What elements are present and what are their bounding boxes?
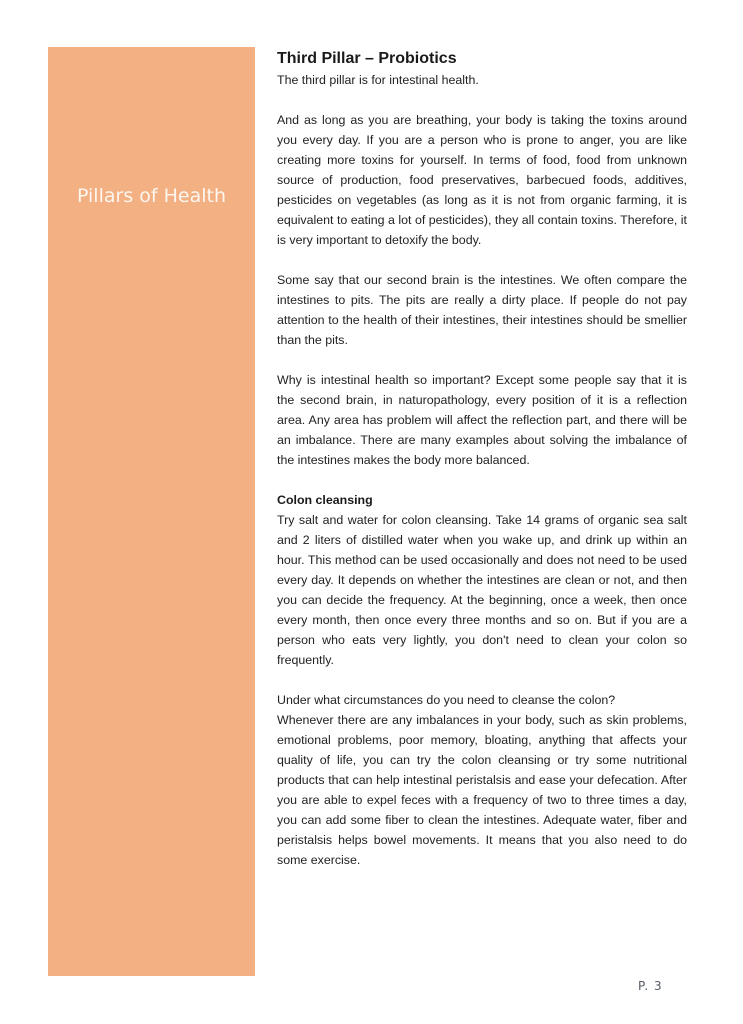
paragraph-importance: Why is intestinal health so important? Except some people say that it is the second brain, in naturopathology, every position of it is a reflection area. Any area has problem will affect the reflection part, and there will be an imbalance. There are many examples about solving the imbalance of the intestines makes the body more balanced.	[277, 373, 687, 467]
paragraph-second-brain: Some say that our second brain is the intestines. We often compare the intestines to pits. The pits are really a dirty place. If people do not pay attention to the health of their intestines, their intestines should be smellier than the pits.	[277, 273, 687, 347]
paragraph-colon-cleansing: Try salt and water for colon cleansing. Take 14 grams of organic sea salt and 2 liters of distilled water when you wake up, and drink up within an hour. This method can be used occasionally and does not need to be used every day. It depends on whether the intestines are clean or not, and then you can decide the frequency. At the beginning, once a week, then once every month, then once every three months and so on. But if you are a person who eats very lightly, you don't need to clean your colon so frequently.	[277, 513, 687, 667]
intro-text: The third pillar is for intestinal health.	[277, 73, 479, 87]
sidebar-banner	[48, 47, 255, 976]
paragraph-answer: Whenever there are any imbalances in your body, such as skin problems, emotional problems, poor memory, bloating, anything that affects your quality of life, you can try the colon cleansing or try some nutritional products that can help intestinal peristalsis and ease your defecation. After you are able to expel feces with a frequency of two to three times a day, you can add some fiber to clean the intestines. Adequate water, fiber and peristalsis helps bowel movements. It means that you also need to do some exercise.	[277, 713, 687, 867]
section-heading-colon-cleansing: Colon cleansing	[277, 493, 373, 507]
article-body	[277, 48, 687, 870]
page-title: Third Pillar – Probiotics	[277, 50, 457, 67]
question-text: Under what circumstances do you need to cleanse the colon?	[277, 693, 616, 707]
paragraph-toxins: And as long as you are breathing, your body is taking the toxins around you every day. If you are a person who is prone to anger, you are like creating more toxins for yourself. In terms of food, food from unknown source of production, food preservatives, barbecued foods, additives, pesticides on vegetables (as long as it is not from organic farming, it is equivalent to eating a lot of pesticides), they all contain toxins. Therefore, it is very important to detoxify the body.	[277, 113, 687, 247]
sidebar-title: Pillars of Health	[76, 185, 226, 207]
page-number: P. 3	[638, 979, 663, 993]
